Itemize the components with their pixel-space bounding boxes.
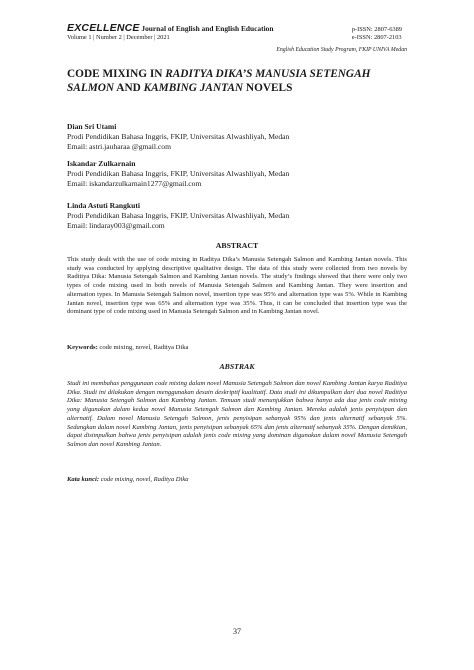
author-block <box>67 122 407 152</box>
abstract-text: This study dealt with the use of code mixing in Raditya Dika’s Manusia Setengah Salmon and Kambing Jantan novels. This study was conducted by applying descriptive qualitative design. The data of this study were collected from two novels by Raditiya Dika: Manusia Setengah Salmon and Kambing Jantan novels. The study’s findings showed that there were only two types of code mixing used in both novels of Manusia Setengah Salmon and Kambing Jantan. They were insertion and alternation types. In Manusia Setengah Salmon novel, insertion type was 95% and alternation type was 5%. While in Kambing Jantan novel, insertion type was 65% and alternation type was 35%. Thus, it can be concluded that insertion type was the dominant type of code mixing used in Manusia Setengah Salmon and in Kambing Jantan novel. <box>67 256 407 316</box>
e-issn: e-ISSN: 2807-2103 <box>351 34 402 42</box>
keywords: Keywords: code mixing, novel, Raditya Dika <box>67 344 189 351</box>
journal-brand: EXCELLENCE <box>67 22 140 34</box>
author-affiliation: Prodi Pendidikan Bahasa Inggris, FKIP, Universitas Alwashliyah, Medan <box>67 211 290 220</box>
abstrak-text: Studi ini membahas penggunaan code mixing dalam novel Manusia Setengah Salmon dan novel Kambing Jantan karya Raditiya Dika. Studi ini dilakukan dengan menggunakan desain deskriptif kualitatif. Data studi ini dikumpulkan dari dua novel Raditiya Dika: Manusia Setengah Salmon dan Kambing Jantan. Temuan studi menunjukkan bahwa hanya ada dua jenis code mixing yang digunakan dalam kedua novel Manusia Setengah Salmon dan Kambing Jantan. Mereka adalah jenis penyisipan dan alternatif. Dalam novel Manusia Setengah Salmon, jenis penyisipan sebanyak 95% dan jenis alternatif sebanyak 5%. Sedangkan dalam novel Kambing Jantan, jenis penyisipan sebanyak 65% dan jenis alternatif sebanyak 35%. Dengan demikian, dapat disimpulkan bahwa jenis penyisipan adalah jenis code mixing yang dominan digunakan dalam novel Manusia Setengah Salmon dan novel Kambing Jantan. <box>67 380 407 448</box>
journal-name: Journal of English and English Education <box>141 24 274 33</box>
author-block <box>67 201 407 231</box>
volume-line: Volume 1 | Number 2 | December | 2021 <box>67 34 170 41</box>
p-issn: p-ISSN: 2807-6389 <box>351 26 402 33</box>
abstract-heading: ABSTRACT <box>215 241 259 250</box>
author-name: Iskandar Zulkarnain <box>67 159 136 168</box>
issn-block <box>352 26 402 42</box>
kata-kunci: Kata kunci: code mixing, novel, Raditya Dika <box>67 476 189 483</box>
author-name: Dian Sri Utami <box>67 122 117 131</box>
author-affiliation: Prodi Pendidikan Bahasa Inggris, FKIP, Universitas Alwashliyah, Medan <box>67 132 290 141</box>
abstrak-heading: ABSTRAK <box>219 362 255 371</box>
author-email: Email: astri.jauharaa @gmail.com <box>67 142 171 151</box>
author-block <box>67 159 407 189</box>
study-program: English Education Study Program, FKIP UNIVA Medan <box>276 47 407 53</box>
author-email: Email: iskandarzulkarnain1277@gmail.com <box>67 179 202 188</box>
author-affiliation: Prodi Pendidikan Bahasa Inggris, FKIP, Universitas Alwashliyah, Medan <box>67 169 290 178</box>
paper-title: CODE MIXING IN RADITYA DIKA’S MANUSIA SETENGAH SALMON AND KAMBING JANTAN NOVELS <box>67 68 371 94</box>
page-number: 37 <box>233 627 241 636</box>
author-name: Linda Astuti Rangkuti <box>67 201 141 210</box>
author-email: Email: lindaray003@gmail.com <box>67 221 165 230</box>
journal-header <box>67 24 317 42</box>
